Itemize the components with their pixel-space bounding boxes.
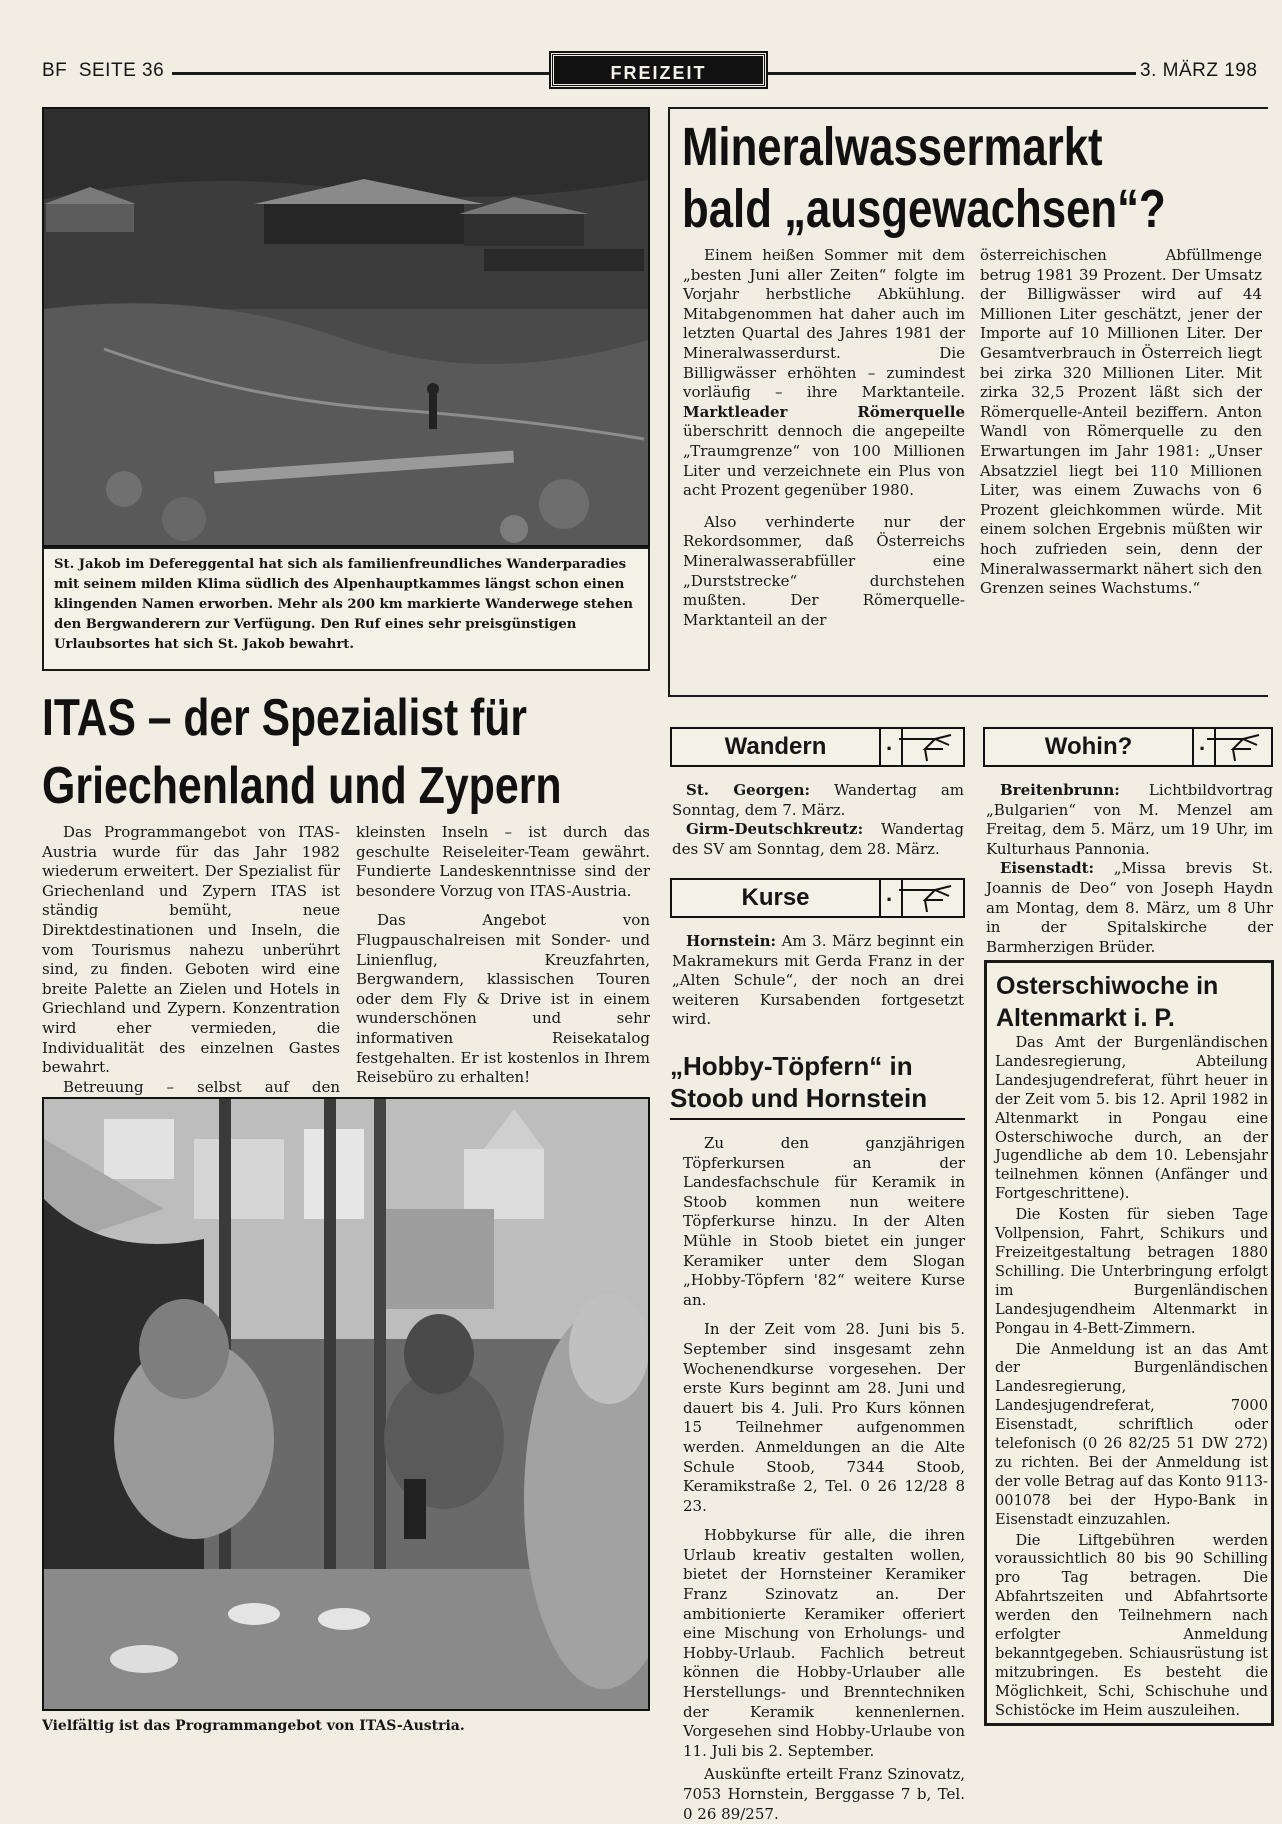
wandern-text-2: Wandertag des SV am Sonntag, dem 28. März. [672, 820, 964, 858]
wandern-label-box [670, 727, 965, 767]
photo-st-jakob-caption: St. Jakob im Defereggental hat sich als familienfreundliches Wanderparadies mit seinem milden Klima südlich des Alpenhauptkammes längst schon einen klingenden Namen erworben. Mehr als 200 km markierte Wanderwege stehen den Bergwanderern zur Verfügung. Den Ruf eines sehr preisgünstigen Urlaubsortes hat sich St. Jakob bewahrt. [42, 547, 650, 671]
wohin-entry-1 [986, 781, 1273, 859]
wohin-place-1: Breitenbrunn: [1000, 781, 1120, 799]
itas-paragraph-1: Das Programmangebot von ITAS-Austria wurde für das Jahr 1982 wiederum erweitert. Der Spezialist für Griechenland und Zypern ITAS ist ständig bemüht, neue Direktdestinationen und Inseln, die vom Tourismus nahezu unberührt sind, zu finden. Geboten wird eine breite Palette an Zielen und Hotels in Griechland und Zypern. Konzentration wird eher vermieden, die Individualität des einzelnen Gastes bewahrt. [42, 823, 340, 1077]
oster-paragraph-1: Das Amt der Burgenländischen Landesregierung, Abteilung Landesjugendreferat, führt heuer in der Zeit vom 5. bis 12. April 1982 in Altenmarkt in Pongau eine Osterschiwoche durch, an der Jugendliche ab dem 10. Lebensjahr teilnehmen können (Anfänger und Fortgeschrittene). [995, 1034, 1268, 1203]
pointing-hand-icon [897, 733, 955, 763]
hobby-paragraph-1: Zu den ganzjährigen Töpferkursen an der Landesfachschule für Keramik in Stoob kommen nun weitere Töpferkurse hinzu. In der Alten Mühle in Stoob bietet ein junger Keramiker unter dem Slogan „Hobby-Töpfern '82“ weitere Kurse an. [683, 1134, 965, 1309]
photo-itas-caption: Vielfältig ist das Programmangebot von ITAS-Austria. [42, 1718, 465, 1734]
hobby-headline-line2: Stoob und Hornstein [670, 1083, 928, 1113]
oster-headline [996, 970, 1266, 1034]
kurse-entries [672, 932, 964, 1030]
kurse-text-1: Am 3. März beginnt ein Makramekurs mit Gerda Franz in der „Alten Schule“, der noch an drei weiteren Kursabenden fortgesetzt wird. [672, 932, 964, 1029]
mineral-marktleader: Marktleader Römerquelle [683, 402, 965, 421]
wohin-entry-2 [986, 859, 1273, 957]
wandern-entry-1 [672, 781, 964, 820]
oster-paragraph-4: Die Liftgebühren werden voraussichtlich 80 bis 90 Schilling pro Tag betragen. Die Abfahrtszeiten und Abfahrtsorte werden den Teilnehmern nach erfolgter Anmeldung bekanntgegeben. Schiausrüstung ist mitzubringen. Es besteht die Möglichkeit, Schi, Schischuhe und Schistöcke im Heim auszuleihen. [995, 1531, 1268, 1719]
kurse-label: Kurse [741, 884, 810, 911]
itas-paragraph-2: kleinsten Inseln – ist durch das geschulte Reiseleiter-Team gewährt. Fundierte Landeskenntnisse sind der besondere Vorzug von ITAS-Austria. [356, 823, 650, 900]
hobby-paragraph-4: Auskünfte erteilt Franz Szinovatz, 7053 Hornstein, Berggasse 7 b, Tel. 0 26 89/257. [683, 1765, 965, 1823]
page-number: BF SEITE 36 [42, 60, 165, 81]
mineral-paragraph-1-a: Einem heißen Sommer mit dem „besten Juni aller Zeiten“ folgte im Vorjahr herbstliche Abkühlung. Mitabgenommen hat daher auch im letzten Quartal des Jahres 1981 der Mineralwasserdurst. Die Billigwässer erhöhten – zumindest vorläufig – ihre Marktanteile. [683, 246, 965, 402]
hobby-headline [670, 1050, 965, 1120]
mineral-headline-line2: bald „ausgewachsen“? [682, 179, 1166, 239]
oster-headline-line1: Osterschiwoche in [996, 972, 1219, 1000]
itas-column-1 [42, 823, 340, 1097]
hobby-paragraph-3: Hobbykurse für alle, die ihren Urlaub kreativ gestalten wollen, bietet der Hornsteiner Keramiker Franz Szinovatz an. Der ambitionierte Keramiker offeriert eine Mischung von Erholungs- und Hobby-Urlaub. Fachlich betreut können die Hobby-Urlauber alle Herstellungs- und Brenntechniken der Keramik kennenlernen. Vorgesehen sind Hobby-Urlaube von 11. Juli bis 2. September. [683, 1526, 965, 1760]
greek-cafe-image [44, 1099, 650, 1711]
pointing-hand-icon [897, 884, 955, 914]
pointing-hand-icon [1205, 733, 1263, 763]
wandern-place-1: St. Georgen: [686, 781, 811, 799]
section-label: FREIZEIT [551, 53, 766, 87]
kurse-place-1: Hornstein: [686, 932, 777, 950]
wandern-entry-2 [672, 820, 964, 859]
header-rule-right [768, 72, 1136, 75]
wohin-label: Wohin? [1044, 733, 1133, 760]
itas-headline-line1: ITAS – der Spezialist für [42, 689, 527, 747]
itas-column-2 [356, 823, 650, 1088]
issue-date: 3. MÄRZ 198 [1140, 60, 1258, 81]
wandern-entries [672, 781, 964, 859]
mineral-column-1 [683, 246, 965, 630]
wandern-place-2: Girm-Deutschkreutz: [686, 820, 864, 839]
mountain-huts-image [44, 109, 650, 547]
mineral-headline-line1: Mineralwassermarkt [682, 117, 1103, 177]
wandern-text-1: Wandertag am Sonntag, dem 7. März. [672, 781, 964, 819]
wohin-place-2: Eisenstadt: [1000, 859, 1095, 878]
header-rule-left [172, 72, 552, 75]
hobby-body [683, 1134, 965, 1824]
mineral-paragraph-2: Also verhinderte nur der Rekordsommer, daß Österreichs Mineralwasserabfüller eine „Durststrecke“ durchstehen mußten. Der Römerquelle-Marktanteil an der [683, 512, 965, 629]
wohin-text-2: „Missa brevis St. Joannis de Deo“ von Joseph Haydn am Montag, dem 8. März, um 8 Uhr in der Spitalskirche der Barmherzigen Brüder. [986, 859, 1273, 956]
wandern-label: Wandern [724, 733, 827, 760]
oster-paragraph-3: Die Anmeldung ist an das Amt der Burgenländischen Landesregierung, Landesjugendreferat, 7000 Eisenstadt, schriftlich oder telefonisch (0 26 82/25 51 DW 272) zu richten. Bei der Anmeldung ist der volle Betrag auf das Konto 9113-001078 bei der Hypo-Bank in Eisenstadt einzuzahlen. [995, 1340, 1268, 1528]
wohin-text-1: Lichtbildvortrag „Bulgarien“ von M. Menzel am Freitag, dem 5. März, um 19 Uhr, im Kulturhaus Pannonia. [986, 781, 1273, 858]
itas-headline-line2: Griechenland und Zypern [42, 757, 562, 815]
wohin-label-box [983, 727, 1273, 767]
photo-st-jakob [42, 107, 650, 547]
photo-itas-greece [42, 1097, 650, 1711]
kurse-entry-1 [672, 932, 964, 1030]
mineral-paragraph-1-b: überschritt dennoch die angepeilte „Traumgrenze“ von 100 Millionen Liter und verzeichnete ein Plus von acht Prozent gegenüber 1980. [683, 422, 965, 500]
wohin-entries [986, 781, 1273, 957]
mineral-paragraph-1 [683, 246, 965, 501]
hobby-paragraph-2: In der Zeit vom 28. Juni bis 5. September sind insgesamt zehn Wochenendkurse vorgesehen. Der erste Kurs beginnt am 28. Juni und dauert bis 4. Juli. Pro Kurs können 15 Teilnehmer aufgenommen werden. Anmeldungen an die Alte Schule Stoob, 7344 Stoob, Keramikstraße 2, Tel. 0 26 12/28 8 23. [683, 1320, 965, 1515]
itas-paragraph-3: Das Angebot von Flugpauschalreisen mit Sonder- und Linienflug, Kreuzfahrten, Bergwandern, klassischen Touren oder dem Fly & Drive ist in einem wunderschönen und sehr informativen Reisekatalog festgehalten. Er ist kostenlos in Ihrem Reisebüro zu erhalten! [356, 911, 650, 1087]
mineral-column-2 [980, 246, 1262, 599]
itas-paragraph-1-end: Betreuung – selbst auf den [63, 1077, 340, 1096]
hobby-headline-line1: „Hobby-Töpfern“ in [670, 1051, 913, 1081]
kurse-label-box [670, 878, 965, 918]
oster-headline-line2: Altenmarkt i. P. [996, 1004, 1175, 1032]
oster-paragraph-2: Die Kosten für sieben Tage Vollpension, Fahrt, Schikurs und Freizeitgestaltung betragen 1880 Schilling. Die Unterbringung erfolgt im Burgenländischen Landesjugendheim Altenmarkt in Pongau in 4-Bett-Zimmern. [995, 1206, 1268, 1337]
oster-body [995, 1034, 1268, 1721]
mineral-paragraph-3: österreichischen Abfüllmenge betrug 1981 39 Prozent. Der Umsatz der Billigwässer wird auf 44 Millionen Liter geschätzt, jener der Importe auf 10 Millionen Liter. Der Gesamtverbrauch in Österreich liegt bei zirka 320 Millionen Liter. Mit zirka 32,5 Prozent läßt sich der Römerquelle-Anteil beziffern. Anton Wandl von Römerquelle zu den Erwartungen im Jahr 1981: „Unser Absatzziel liegt bei 110 Millionen Liter, was einem Zuwachs von 6 Prozent gleichkommen würde. Mit einem solchen Ergebnis müßten wir hoch zufrieden sein, denn der Mineralwassermarkt nähert sich den Grenzen seines Wachstums.“ [980, 246, 1262, 598]
